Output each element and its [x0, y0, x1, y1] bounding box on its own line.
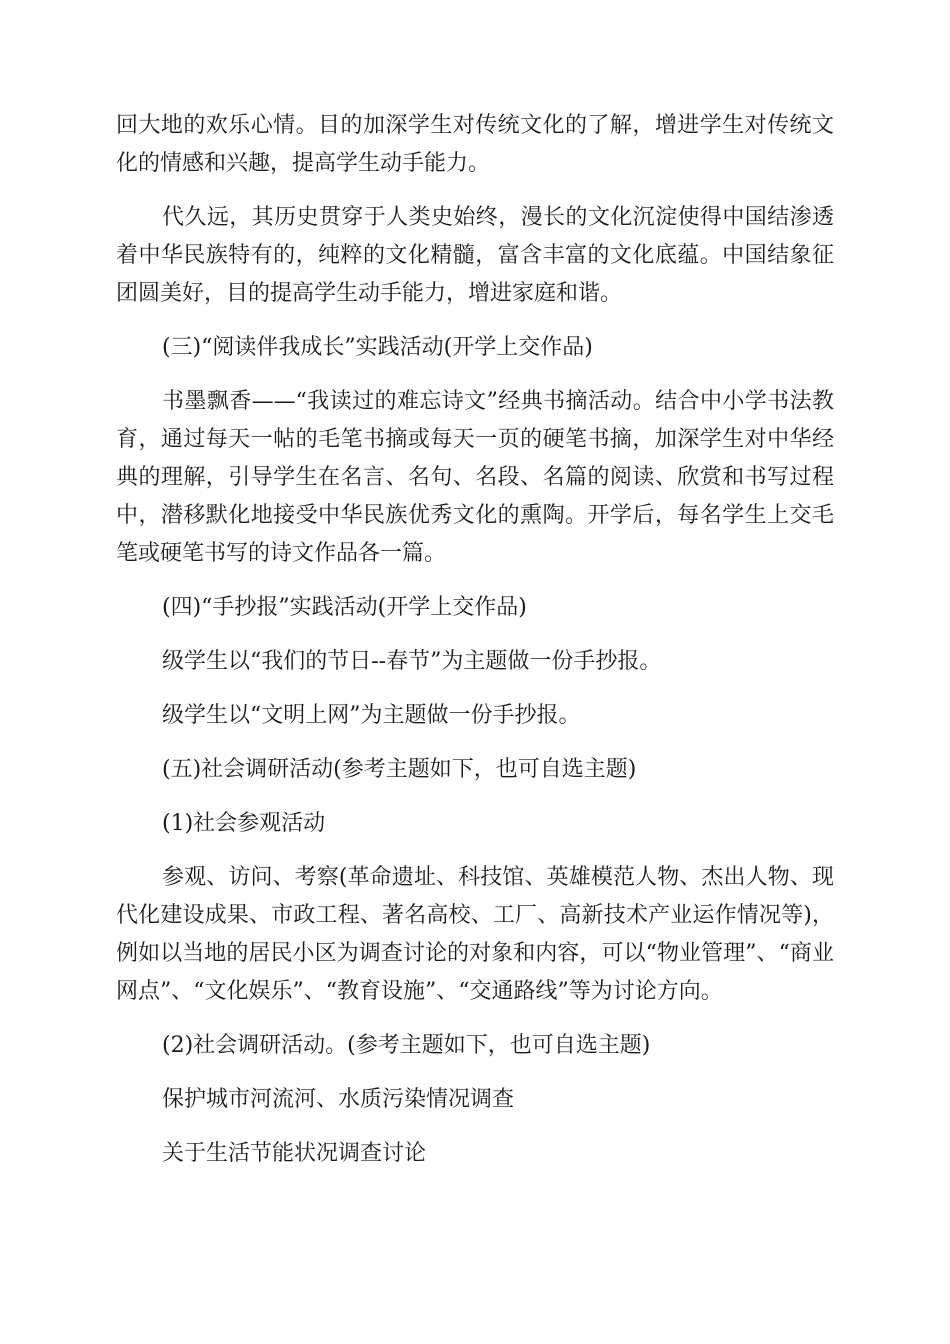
paragraph: (1)社会参观活动 [162, 811, 326, 836]
paragraph: 保护城市河流河、水质污染情况调查 [162, 1087, 515, 1112]
paragraph: 级学生以“我们的节日--春节”为主题做一份手抄报。 [162, 649, 662, 674]
paragraph: (三)“阅读伴我成长”实践活动(开学上交作品) [162, 335, 593, 360]
paragraph: 代久远，其历史贯穿于人类史始终，漫长的文化沉淀使得中国结渗透着中华民族特有的，纯粹的文化精髓，富含丰富的文化底蕴。中国结象征团圆美好，目的提高学生动手能力，增进家庭和谐。 [116, 205, 834, 306]
paragraph: 回大地的欢乐心情。目的加深学生对传统文化的了解，增进学生对传统文化的情感和兴趣，提高学生动手能力。 [116, 113, 834, 176]
document-body [116, 107, 834, 1189]
paragraph: (五)社会调研活动(参考主题如下，也可自选主题) [162, 757, 637, 782]
paragraph: 书墨飘香——“我读过的难忘诗文”经典书摘活动。结合中小学书法教育，通过每天一帖的毛笔书摘或每天一页的硬笔书摘，加深学生对中华经典的理解，引导学生在名言、名句、名段、名篇的阅读、欣赏和书写过程中，潜移默化地接受中华民族优秀文化的熏陶。开学后，每名学生上交毛笔或硬笔书写的诗文作品各一篇。 [116, 389, 834, 566]
paragraph: 级学生以“文明上网”为主题做一份手抄报。 [162, 703, 581, 728]
paragraph: 参观、访问、考察(革命遗址、科技馆、英雄模范人物、杰出人物、现代化建设成果、市政工程、著名高校、工厂、高新技术产业运作情况等)，例如以当地的居民小区为调查讨论的对象和内容，可以“物业管理”、“商业网点”、“文化娱乐”、“教育设施”、“交通路线”等为讨论方向。 [116, 865, 834, 1004]
paragraph: (四)“手抄报”实践活动(开学上交作品) [162, 595, 527, 620]
paragraph: (2)社会调研活动。(参考主题如下，也可自选主题) [162, 1033, 651, 1058]
paragraph: 关于生活节能状况调查讨论 [162, 1141, 427, 1166]
